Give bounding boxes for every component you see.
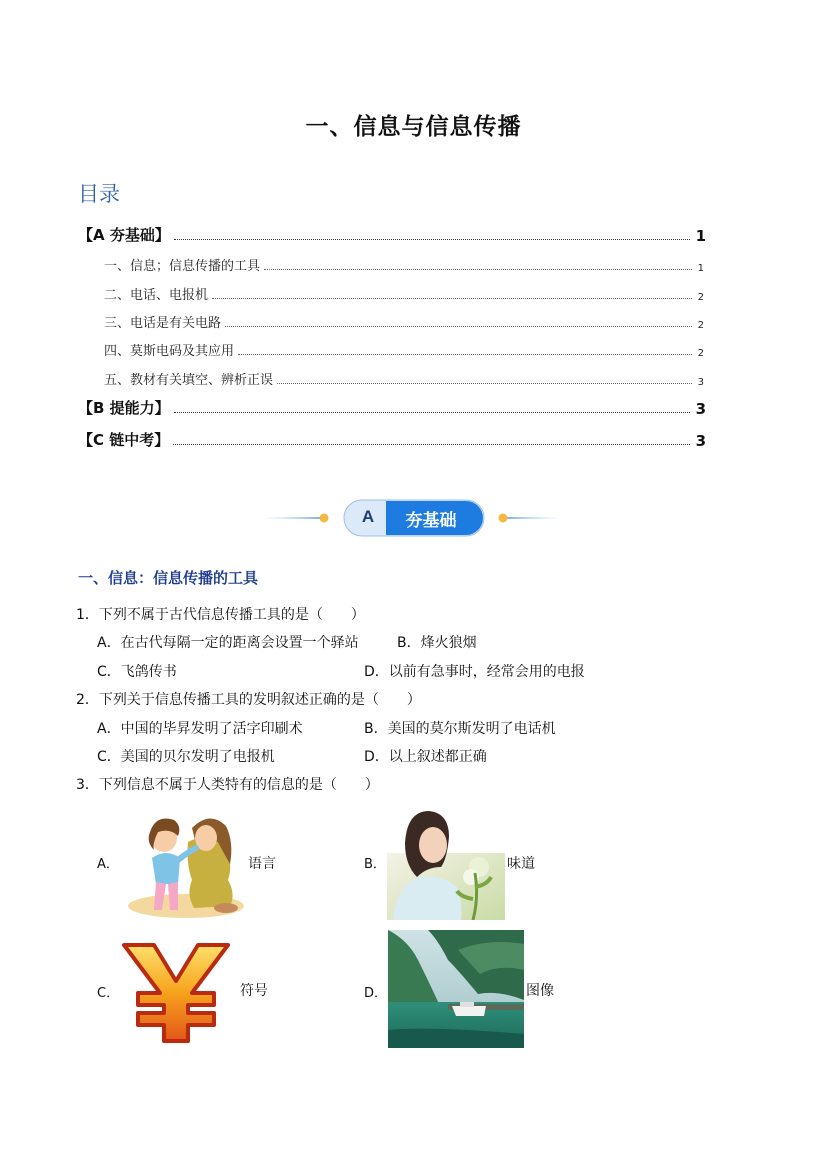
toc-leader <box>264 269 692 270</box>
option-a-letter[interactable]: A． <box>97 857 119 872</box>
option-c[interactable]: C．美国的贝尔发明了电报机 <box>97 749 275 765</box>
question-stem: 1．下列不属于古代信息传播工具的是（ ） <box>76 607 365 623</box>
toc-page-number: 2 <box>697 292 704 303</box>
question-stem: 2．下列关于信息传播工具的发明叙述正确的是（ ） <box>76 692 421 708</box>
option-c-label: 符号 <box>240 983 268 999</box>
toc-entry[interactable] <box>104 255 704 274</box>
toc-entry[interactable] <box>104 369 704 388</box>
toc-heading: 目录 <box>78 182 120 206</box>
option-a-label: 语言 <box>248 856 276 872</box>
option-c-letter[interactable]: C． <box>97 986 120 1001</box>
toc-entry[interactable] <box>78 429 706 450</box>
toc-page-number: 1 <box>695 227 706 245</box>
toc-entry[interactable] <box>104 312 704 331</box>
question-stem: 3．下列信息不属于人类特有的信息的是（ ） <box>76 777 379 793</box>
page-title: 一、信息与信息传播 <box>305 114 522 140</box>
option-d-letter[interactable]: D． <box>364 986 388 1001</box>
banner-letter: A <box>361 507 375 526</box>
toc-page-number: 3 <box>695 432 706 450</box>
toc-leader <box>173 444 689 445</box>
option-b[interactable]: B．烽火狼烟 <box>397 635 477 651</box>
toc-leader <box>277 383 692 384</box>
option-d[interactable]: D．以上叙述都正确 <box>364 749 487 765</box>
toc-leader <box>238 354 692 355</box>
yuan-symbol-image[interactable] <box>120 941 232 1045</box>
option-a[interactable]: A．中国的毕昇发明了活字印刷术 <box>97 721 303 737</box>
toc-entry-label: 四、莫斯电码及其应用 <box>104 344 235 359</box>
toc-entry-label: 一、信息；信息传播的工具 <box>104 259 261 274</box>
toc-leader <box>174 239 690 240</box>
banner-text: 夯基础 <box>405 511 457 531</box>
toc-leader <box>225 326 692 327</box>
mother-child-image[interactable] <box>126 802 244 920</box>
option-b-letter[interactable]: B． <box>364 857 386 872</box>
woman-smelling-flower-image[interactable] <box>387 807 505 920</box>
option-d-label: 图像 <box>526 983 554 999</box>
toc-page-number: 3 <box>697 377 704 388</box>
toc-entry-label: 【C 链中考】 <box>78 431 170 449</box>
option-b[interactable]: B．美国的莫尔斯发明了电话机 <box>364 721 556 737</box>
toc-leader <box>174 412 690 413</box>
toc-entry-label: 五、教材有关填空、辨析正误 <box>104 373 274 388</box>
toc-page-number: 1 <box>697 263 704 274</box>
toc-entry-label: 【A 夯基础】 <box>78 226 170 244</box>
toc-entry-label: 二、电话、电报机 <box>104 288 209 303</box>
option-c[interactable]: C．飞鸽传书 <box>97 664 177 680</box>
toc-entry[interactable] <box>104 284 704 303</box>
lake-mountain-image[interactable] <box>388 930 524 1048</box>
section-heading: 一、信息：信息传播的工具 <box>78 569 259 587</box>
toc-page-number: 3 <box>695 400 706 418</box>
toc-entry[interactable] <box>78 397 706 418</box>
toc-page-number: 2 <box>697 320 704 331</box>
option-b-label: 味道 <box>507 856 535 872</box>
section-banner <box>262 497 562 539</box>
toc-entry[interactable] <box>78 224 706 245</box>
toc-entry[interactable] <box>104 340 704 359</box>
toc-leader <box>212 298 692 299</box>
option-a[interactable]: A．在古代每隔一定的距离会设置一个驿站 <box>97 635 359 651</box>
toc-entry-label: 三、电话是有关电路 <box>104 316 222 331</box>
toc-entry-label: 【B 提能力】 <box>78 399 170 417</box>
option-d[interactable]: D．以前有急事时，经常会用的电报 <box>364 664 585 680</box>
toc-page-number: 2 <box>697 348 704 359</box>
